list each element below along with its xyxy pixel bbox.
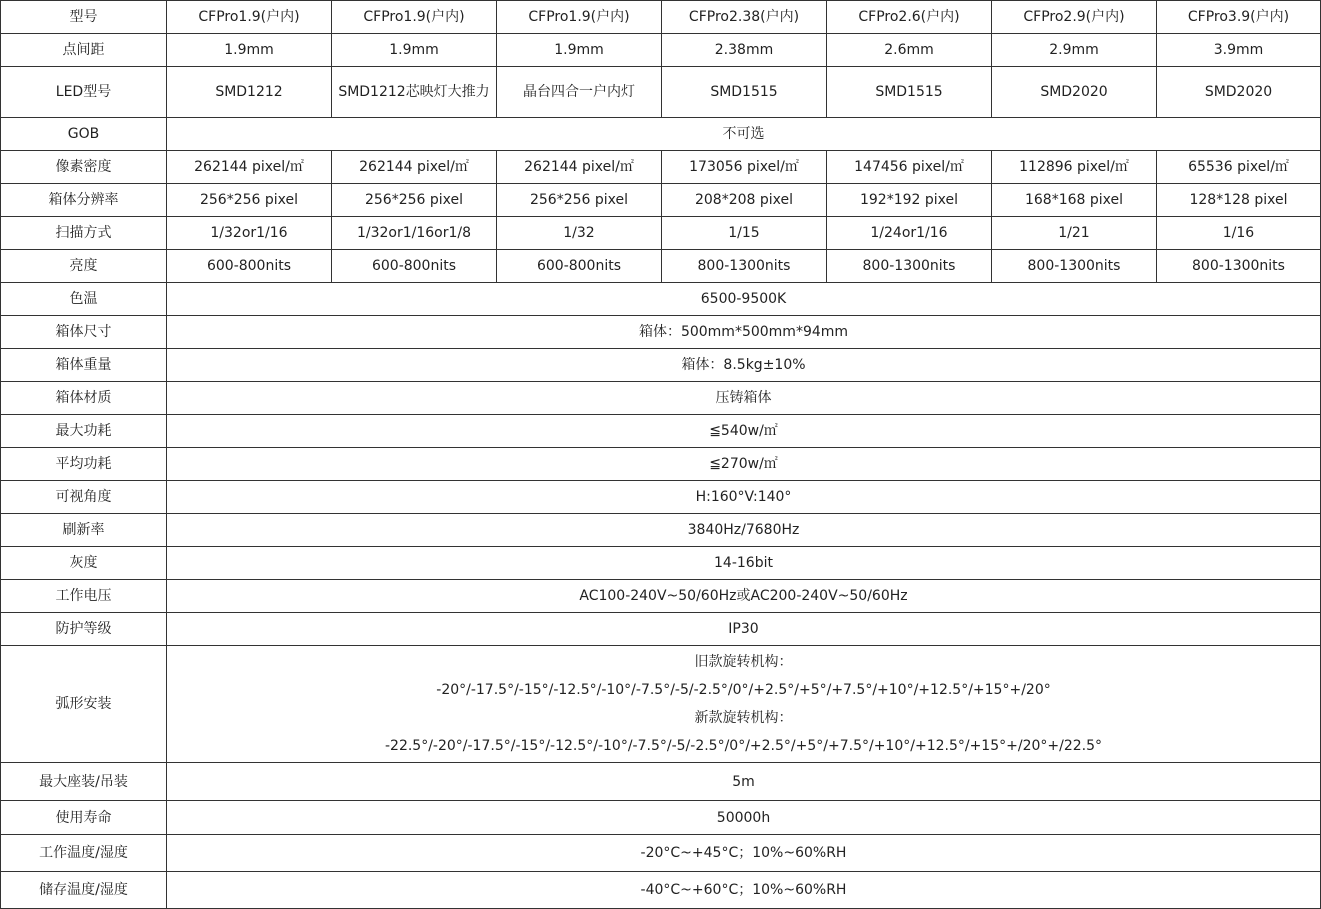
old-mechanism-title: 旧款旋转机构： xyxy=(694,654,793,670)
merged-cell: H:160°V:140° xyxy=(167,481,1321,514)
merged-cell: 箱体：500mm*500mm*94mm xyxy=(167,316,1321,349)
table-row xyxy=(1,118,1321,151)
table-cell: 800-1300nits xyxy=(1157,250,1321,283)
table-row xyxy=(1,613,1321,646)
merged-cell: 箱体：8.5kg±10% xyxy=(167,349,1321,382)
row-label: 刷新率 xyxy=(1,514,167,547)
new-mechanism-title: 新款旋转机构： xyxy=(694,710,793,726)
row-label: 扫描方式 xyxy=(1,217,167,250)
row-label: 像素密度 xyxy=(1,151,167,184)
row-label: 可视角度 xyxy=(1,481,167,514)
merged-cell: ≦540w/㎡ xyxy=(167,415,1321,448)
model-header: CFPro1.9(户内) xyxy=(332,1,497,34)
row-label: 储存温度/湿度 xyxy=(1,872,167,909)
table-cell: 1.9mm xyxy=(497,34,662,67)
table-row xyxy=(1,250,1321,283)
table-row xyxy=(1,646,1321,763)
table-cell: SMD1515 xyxy=(662,67,827,118)
table-cell: 256*256 pixel xyxy=(497,184,662,217)
table-cell: 168*168 pixel xyxy=(992,184,1157,217)
table-cell: 256*256 pixel xyxy=(167,184,332,217)
row-label: 箱体分辨率 xyxy=(1,184,167,217)
table-row xyxy=(1,184,1321,217)
table-cell: 208*208 pixel xyxy=(662,184,827,217)
table-cell: 800-1300nits xyxy=(827,250,992,283)
table-cell: 262144 pixel/㎡ xyxy=(167,151,332,184)
table-row xyxy=(1,763,1321,801)
model-header: CFPro2.38(户内) xyxy=(662,1,827,34)
table-cell: 262144 pixel/㎡ xyxy=(332,151,497,184)
merged-cell: 不可选 xyxy=(167,118,1321,151)
row-label: 平均功耗 xyxy=(1,448,167,481)
table-row xyxy=(1,514,1321,547)
table-row xyxy=(1,448,1321,481)
table-cell: 112896 pixel/㎡ xyxy=(992,151,1157,184)
table-cell: 600-800nits xyxy=(332,250,497,283)
row-label: 箱体尺寸 xyxy=(1,316,167,349)
row-label: 工作电压 xyxy=(1,580,167,613)
table-row xyxy=(1,67,1321,118)
table-row xyxy=(1,316,1321,349)
row-label: 色温 xyxy=(1,283,167,316)
table-cell: 1/16 xyxy=(1157,217,1321,250)
table-row xyxy=(1,34,1321,67)
row-label: 灰度 xyxy=(1,547,167,580)
row-label: 亮度 xyxy=(1,250,167,283)
table-cell: SMD1212芯映灯大推力 xyxy=(332,67,497,118)
table-cell: 147456 pixel/㎡ xyxy=(827,151,992,184)
table-cell: 192*192 pixel xyxy=(827,184,992,217)
row-label: 箱体材质 xyxy=(1,382,167,415)
table-cell: 256*256 pixel xyxy=(332,184,497,217)
row-label: 点间距 xyxy=(1,34,167,67)
merged-cell: IP30 xyxy=(167,613,1321,646)
table-row xyxy=(1,382,1321,415)
old-mechanism-angles: -20°/-17.5°/-15°/-12.5°/-10°/-7.5°/-5/-2.5°/0°/+2.5°/+5°/+7.5°/+10°/+12.5°/+15°+/20° xyxy=(436,682,1051,698)
arc-install-cell xyxy=(167,646,1321,763)
model-header: CFPro2.6(户内) xyxy=(827,1,992,34)
table-cell: 262144 pixel/㎡ xyxy=(497,151,662,184)
table-row xyxy=(1,151,1321,184)
table-cell: 2.6mm xyxy=(827,34,992,67)
table-cell: 2.9mm xyxy=(992,34,1157,67)
row-label: LED型号 xyxy=(1,67,167,118)
table-row xyxy=(1,349,1321,382)
table-row xyxy=(1,872,1321,909)
table-cell: 3.9mm xyxy=(1157,34,1321,67)
table-row xyxy=(1,547,1321,580)
table-cell: 1.9mm xyxy=(167,34,332,67)
merged-cell: 5m xyxy=(167,763,1321,801)
table-cell: 1/32or1/16or1/8 xyxy=(332,217,497,250)
model-header: CFPro1.9(户内) xyxy=(167,1,332,34)
table-row xyxy=(1,801,1321,835)
row-label: 型号 xyxy=(1,1,167,34)
row-label: 工作温度/湿度 xyxy=(1,835,167,872)
table-cell: 2.38mm xyxy=(662,34,827,67)
merged-cell: 3840Hz/7680Hz xyxy=(167,514,1321,547)
merged-cell: -20°C~+45°C；10%~60%RH xyxy=(167,835,1321,872)
row-label: 最大功耗 xyxy=(1,415,167,448)
table-cell: 1/24or1/16 xyxy=(827,217,992,250)
row-label: 弧形安装 xyxy=(1,646,167,763)
table-cell: SMD2020 xyxy=(1157,67,1321,118)
new-mechanism-angles: -22.5°/-20°/-17.5°/-15°/-12.5°/-10°/-7.5°/-5/-2.5°/0°/+2.5°/+5°/+7.5°/+10°/+12.5°/+15°+/20°+/22.5° xyxy=(384,738,1103,754)
table-cell: 1.9mm xyxy=(332,34,497,67)
table-cell: 600-800nits xyxy=(497,250,662,283)
table-row xyxy=(1,835,1321,872)
row-label: 防护等级 xyxy=(1,613,167,646)
row-label: GOB xyxy=(1,118,167,151)
table-cell: SMD1515 xyxy=(827,67,992,118)
table-cell: SMD1212 xyxy=(167,67,332,118)
table-cell: 128*128 pixel xyxy=(1157,184,1321,217)
merged-cell: -40°C~+60°C；10%~60%RH xyxy=(167,872,1321,909)
table-cell: 1/21 xyxy=(992,217,1157,250)
model-header: CFPro2.9(户内) xyxy=(992,1,1157,34)
header-row xyxy=(1,1,1321,34)
merged-cell: 压铸箱体 xyxy=(167,382,1321,415)
row-label: 箱体重量 xyxy=(1,349,167,382)
table-row xyxy=(1,481,1321,514)
table-cell: 1/32or1/16 xyxy=(167,217,332,250)
merged-cell: 6500-9500K xyxy=(167,283,1321,316)
merged-cell: 14-16bit xyxy=(167,547,1321,580)
table-cell: 173056 pixel/㎡ xyxy=(662,151,827,184)
table-cell: SMD2020 xyxy=(992,67,1157,118)
table-row xyxy=(1,217,1321,250)
row-label: 使用寿命 xyxy=(1,801,167,835)
table-cell: 1/15 xyxy=(662,217,827,250)
table-cell: 800-1300nits xyxy=(662,250,827,283)
table-cell: 800-1300nits xyxy=(992,250,1157,283)
model-header: CFPro1.9(户内) xyxy=(497,1,662,34)
table-row xyxy=(1,580,1321,613)
merged-cell: AC100-240V~50/60Hz或AC200-240V~50/60Hz xyxy=(167,580,1321,613)
table-row xyxy=(1,415,1321,448)
table-cell: 600-800nits xyxy=(167,250,332,283)
merged-cell: 50000h xyxy=(167,801,1321,835)
table-cell: 晶台四合一户内灯 xyxy=(497,67,662,118)
table-cell: 1/32 xyxy=(497,217,662,250)
merged-cell: ≦270w/㎡ xyxy=(167,448,1321,481)
table-row xyxy=(1,283,1321,316)
table-cell: 65536 pixel/㎡ xyxy=(1157,151,1321,184)
model-header: CFPro3.9(户内) xyxy=(1157,1,1321,34)
row-label: 最大座装/吊装 xyxy=(1,763,167,801)
